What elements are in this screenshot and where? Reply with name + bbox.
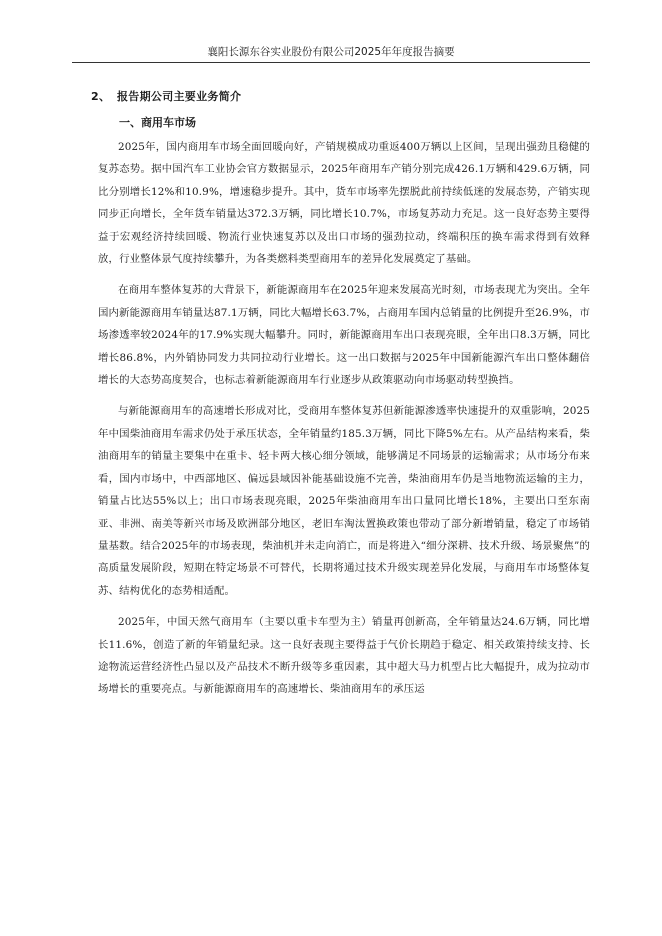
- paragraph: 与新能源商用车的高速增长形成对比，受商用车整体复苏但新能源渗透率快速提升的双重影响，2025年中国柴油商用车需求仍处于承压状态，全年销量约185.3万辆，同比下降5%左右。从产品结构来看，柴油商用车的销量主要集中在重卡、轻卡两大核心细分领域，能够满足不同场景的运输需求；从市场分布来看，国内市场中，中西部地区、偏远县域因补能基础设施不完善，柴油商用车仍是当地物流运输的主力，销量占比达55%以上；出口市场表现亮眼，2025年柴油商用车出口量同比增长18%，主要出口至东南亚、非洲、南美等新兴市场及欧洲部分地区，老旧车淘汰置换政策也带动了部分新增销量，稳定了市场销量基数。结合2025年的市场表现，柴油机并未走向消亡，而是将进入“细分深耕、技术升级、场景聚焦”的高质量发展阶段，短期在特定场景不可替代，长期将通过技术升级实现差异化发展，与商用车市场整体复苏、结构优化的态势相适配。: [98, 405, 590, 597]
- document-body: [91, 88, 590, 710]
- section-title: 报告期公司主要业务简介: [117, 90, 242, 103]
- paragraph: 2025年，国内商用车市场全面回暖向好，产销规模成功重返400万辆以上区间，呈现出强劲且稳健的复苏态势。据中国汽车工业协会官方数据显示，2025年商用车产销分别完成426.1万辆和429.6万辆，同比分别增长12%和10.9%，增速稳步提升。其中，货车市场率先摆脱此前持续低迷的发展态势，产销实现同步正向增长，全年货车销量达372.3万辆，同比增长10.7%，市场复苏动力充足。这一良好态势主要得益于宏观经济持续回暖、物流行业快速复苏以及出口市场的强劲拉动，终端积压的换车需求得到有效释放，行业整体景气度持续攀升，为各类燃料类型商用车的差异化发展奠定了基础。: [98, 141, 590, 266]
- subsection-heading: 一、商用车市场: [119, 116, 196, 129]
- section-heading: [91, 88, 590, 104]
- header-divider: [72, 62, 590, 63]
- paragraph: 在商用车整体复苏的大背景下，新能源商用车在2025年迎来发展高光时刻，市场表现尤为突出。全年国内新能源商用车销量达87.1万辆，同比大幅增长63.7%，占商用车国内总销量的比例提升至26.9%，市场渗透率较2024年的17.9%实现大幅攀升。同时，新能源商用车出口表现亮眼，全年出口8.3万辆，同比增长86.8%，内外销协同发力共同拉动行业增长。这一出口数据与2025年中国新能源汽车出口整体翻倍增长的大态势高度契合，也标志着新能源商用车行业逐步从政策驱动向市场驱动转型换挡。: [98, 284, 590, 387]
- page-header: 襄阳长源东谷实业股份有限公司2025年年度报告摘要: [207, 46, 455, 58]
- section-number: 2、: [91, 90, 111, 103]
- paragraph: 2025年，中国天然气商用车（主要以重卡车型为主）销量再创新高，全年销量达24.6万辆，同比增长11.6%，创造了新的年销量纪录。这一良好表现主要得益于气价长期趋于稳定、相关政策持续支持、长途物流运营经济性凸显以及产品技术不断升级等多重因素，其中超大马力机型占比大幅提升，成为拉动市场增长的重要亮点。与新能源商用车的高速增长、柴油商用车的承压运: [98, 616, 590, 696]
